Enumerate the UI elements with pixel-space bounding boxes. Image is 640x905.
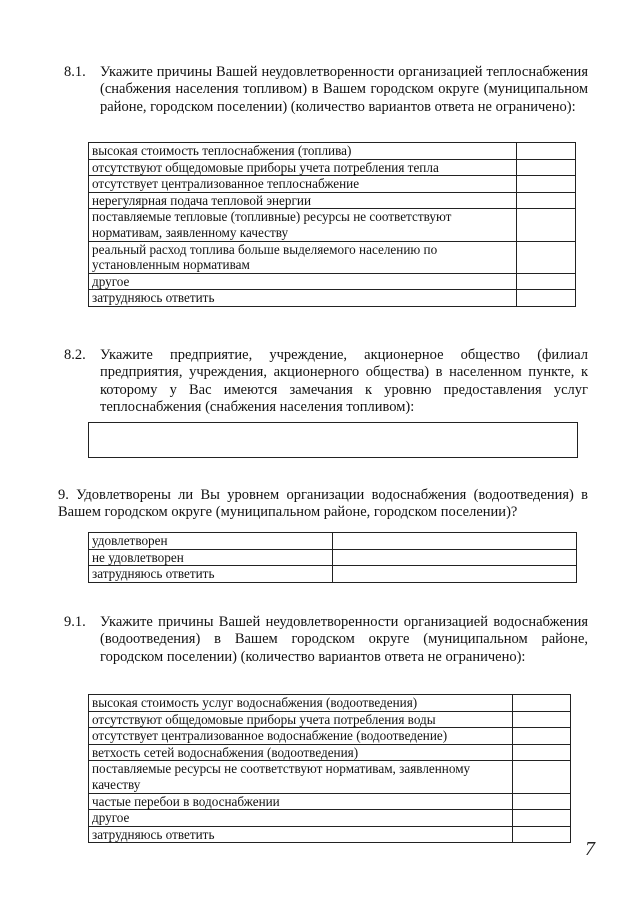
question-text: Укажите причины Вашей неудовлетворенности организацией теплоснабжения (снабжения населения топливом) в Вашем городском округе (муниципальном районе, городском поселении) (количество вариантов ответа не ограничено): [100, 64, 588, 115]
option-label: другое [89, 273, 517, 290]
options-table-9-1 [88, 694, 571, 843]
option-label: затрудняюсь ответить [89, 826, 513, 843]
table-row[interactable] [89, 810, 571, 827]
option-label: отсутствуют общедомовые приборы учета потребления тепла [89, 159, 517, 176]
table-row[interactable] [89, 761, 571, 793]
options-table-8-1 [88, 142, 576, 307]
answer-cell[interactable] [513, 728, 571, 745]
answer-cell[interactable] [513, 793, 571, 810]
option-label: ветхость сетей водоснабжения (водоотведения) [89, 744, 513, 761]
question-text: 9. Удовлетворены ли Вы уровнем организации водоснабжения (водоотведения) в Вашем городском округе (муниципальном районе, городском поселении)? [58, 487, 588, 521]
table-row[interactable] [89, 159, 576, 176]
answer-cell[interactable] [517, 241, 576, 273]
question-number: 9.1. [64, 614, 86, 630]
answer-cell[interactable] [513, 695, 571, 712]
table-row[interactable] [89, 566, 577, 583]
page-number: 7 [585, 838, 595, 860]
table-row[interactable] [89, 176, 576, 193]
table-row[interactable] [89, 695, 571, 712]
option-label: частые перебои в водоснабжении [89, 793, 513, 810]
table-row[interactable] [89, 793, 571, 810]
question-number: 8.2. [64, 347, 86, 363]
answer-cell[interactable] [517, 290, 576, 307]
table-row[interactable] [89, 192, 576, 209]
table-row[interactable] [89, 549, 577, 566]
option-label: высокая стоимость теплоснабжения (топлива) [89, 143, 517, 160]
option-label: другое [89, 810, 513, 827]
answer-cell[interactable] [333, 549, 577, 566]
answer-cell[interactable] [513, 744, 571, 761]
answer-cell[interactable] [517, 176, 576, 193]
table-row[interactable] [89, 728, 571, 745]
table-row[interactable] [89, 241, 576, 273]
table-row[interactable] [89, 711, 571, 728]
answer-cell[interactable] [517, 159, 576, 176]
option-label: затрудняюсь ответить [89, 290, 517, 307]
answer-cell[interactable] [517, 209, 576, 241]
option-label: поставляемые тепловые (топливные) ресурсы не соответствуют нормативам, заявленному качеству [89, 209, 517, 241]
question-9 [58, 487, 588, 522]
option-label: отсутствует централизованное теплоснабжение [89, 176, 517, 193]
option-label: затрудняюсь ответить [89, 566, 333, 583]
option-label: поставляемые ресурсы не соответствуют нормативам, заявленному качеству [89, 761, 513, 793]
table-row[interactable] [89, 143, 576, 160]
table-row[interactable] [89, 209, 576, 241]
table-row[interactable] [89, 826, 571, 843]
answer-cell[interactable] [517, 192, 576, 209]
answer-cell[interactable] [513, 711, 571, 728]
question-8-2 [64, 347, 588, 417]
option-label: отсутствуют общедомовые приборы учета потребления воды [89, 711, 513, 728]
answer-cell[interactable] [513, 826, 571, 843]
table-row[interactable] [89, 273, 576, 290]
answer-cell[interactable] [517, 273, 576, 290]
table-row[interactable] [89, 290, 576, 307]
option-label: нерегулярная подача тепловой энергии [89, 192, 517, 209]
option-label: не удовлетворен [89, 549, 333, 566]
table-row[interactable] [89, 744, 571, 761]
option-label: отсутствует централизованное водоснабжение (водоотведение) [89, 728, 513, 745]
table-row[interactable] [89, 533, 577, 550]
answer-cell[interactable] [513, 761, 571, 793]
question-text: Укажите причины Вашей неудовлетворенности организацией водоснабжения (водоотведения) в Вашем городском округе (муниципальном районе, городском поселении) (количество вариантов ответа не ограничено): [100, 614, 588, 665]
options-table-9 [88, 532, 577, 583]
question-9-1 [64, 614, 588, 666]
question-number: 8.1. [64, 64, 86, 80]
option-label: высокая стоимость услуг водоснабжения (водоотведения) [89, 695, 513, 712]
answer-cell[interactable] [513, 810, 571, 827]
question-8-1 [64, 64, 588, 116]
question-text: Укажите предприятие, учреждение, акционерное общество (филиал предприятия, учреждения, акционерного общества) в населенном пункте, к которому у Вас имеются замечания к уровню предоставления услуг теплоснабжения (снабжения населения топливом): [100, 347, 588, 416]
answer-cell[interactable] [517, 143, 576, 160]
option-label: удовлетворен [89, 533, 333, 550]
option-label: реальный расход топлива больше выделяемого населению по установленным нормативам [89, 241, 517, 273]
answer-cell[interactable] [333, 566, 577, 583]
answer-cell[interactable] [333, 533, 577, 550]
answer-input-8-2[interactable] [88, 422, 578, 458]
